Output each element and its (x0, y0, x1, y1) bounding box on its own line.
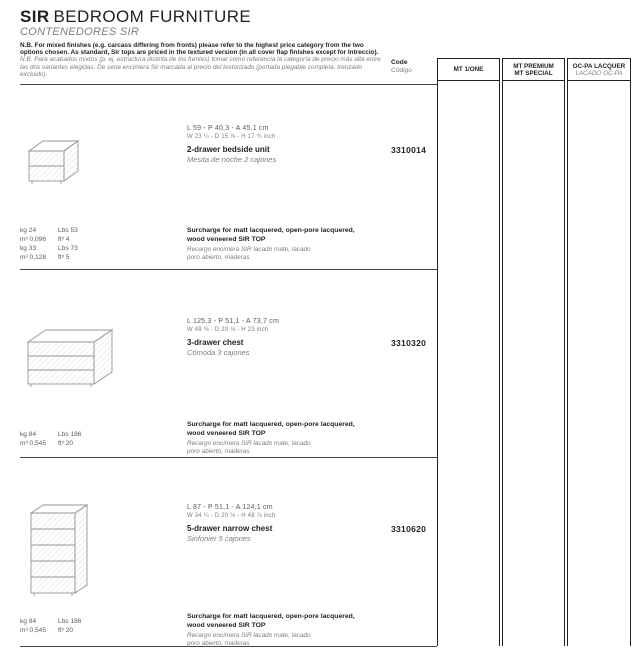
page-title-text: BEDROOM FURNITURE (53, 7, 252, 26)
volume-ft3: ft³ 20 (58, 440, 74, 447)
weight-lbs: Lbs 186 (58, 431, 82, 438)
section-divider (20, 457, 437, 458)
volume-ft3: ft³ 20 (58, 627, 74, 634)
product-dims-inch: W 34 ¼ - D 20 ⅛ - H 48 ⅞ inch (187, 513, 276, 519)
product-code: 3310320 (391, 338, 427, 348)
bedside-unit-drawing (24, 136, 82, 188)
note-en-line: options chosen. As standard, Sir tops are priced in the textured version (in all cover flap finishes except for Intreccio). (20, 49, 379, 57)
product-dims-cm: L 125,3 - P 51,1 - A 73,7 cm (187, 318, 279, 325)
volume-ft3: ft³ 4 (58, 236, 70, 243)
product-name-en: 3-drawer chest (187, 338, 244, 347)
column-header-label: MT SPECIAL (514, 69, 553, 77)
weight-kg: kg 84 (20, 431, 37, 438)
surcharge-text-es: Recargo encimera SIR lacado mate, lacado poro abierto, maderas (187, 440, 311, 456)
surcharge-text-en: Surcharge for matt lacquered, open-pore lacquered, wood veneered SIR TOP (187, 227, 355, 243)
header-divider (20, 84, 437, 85)
surcharge-text-es: Recargo encimera SIR lacado mate, lacado poro abierto, maderas (187, 632, 311, 648)
note-es-line: N.B. Para acabados mixtos (p. ej. estructura distinta de los frentes) tomar como referencia la categoría de precio más alta entre (20, 56, 381, 64)
note-block (20, 42, 390, 78)
weight-kg: kg 24 (20, 227, 37, 234)
code-header-en: Code (391, 59, 408, 66)
surcharge-text-en: Surcharge for matt lacquered, open-pore lacquered, wood veneered SIR TOP (187, 613, 355, 629)
code-column-header (391, 59, 412, 74)
column-header-label: OC-PA LACQUER (572, 62, 626, 70)
section-divider (20, 269, 437, 270)
column-header-label: MT PREMIUM (513, 62, 554, 70)
weight-lbs: Lbs 53 (58, 227, 78, 234)
weight-kg: kg 33 (20, 245, 37, 252)
volume-ft3: ft³ 5 (58, 254, 70, 261)
product-weight-block (20, 226, 78, 262)
column-header-mt-premium (502, 58, 565, 81)
column-header-mt-one (437, 58, 500, 81)
price-cell-column-mt-premium (502, 81, 565, 646)
product-dims-cm: L 87 - P 51,1 - A 124,1 cm (187, 504, 273, 511)
page-title (20, 7, 251, 27)
surcharge-block (187, 421, 367, 456)
product-weight-block (20, 617, 81, 635)
product-dims-inch: W 23 ¼ - D 15 ⅞ - H 17 ¾ inch (187, 134, 276, 140)
page-subtitle: CONTENEDORES SIR (20, 26, 140, 38)
column-header-label: MT 1/ONE (453, 66, 484, 73)
surcharge-block (187, 613, 367, 648)
product-code: 3310014 (391, 145, 427, 155)
product-dims-cm: L 59 - P 40,3 - A 45,1 cm (187, 125, 269, 132)
volume-m3: m³ 0,545 (20, 440, 47, 447)
surcharge-block (187, 227, 367, 262)
product-name-en: 5-drawer narrow chest (187, 524, 273, 533)
weight-lbs: Lbs 73 (58, 245, 78, 252)
volume-m3: m³ 0,096 (20, 236, 47, 243)
surcharge-text-es: Recargo encimera SIR lacado mate, lacado poro abierto, maderas (187, 246, 311, 262)
column-header-ocpa-lacquer (567, 58, 631, 81)
product-name-es: Sinfonier 5 cajones (187, 534, 251, 543)
price-cell-column-ocpa (567, 81, 631, 646)
note-es-line: las dos variantes elegidas. De serie encimera Sir marcada al precio del texturizado (portada plegable completa, trenzado excluido). (20, 63, 363, 78)
three-drawer-chest-drawing (24, 325, 116, 389)
product-name-en: 2-drawer bedside unit (187, 145, 270, 154)
note-en-line: N.B. For mixed finishes (e.g. carcass differing from fronts) please refer to the highest price category from the two (20, 42, 364, 49)
code-header-es: Código (391, 66, 412, 74)
product-name-es: Cómoda 3 cajones (187, 348, 250, 357)
volume-m3: m³ 0,128 (20, 254, 47, 261)
weight-kg: kg 84 (20, 618, 37, 625)
product-dims-inch: W 49 ⅜ - D 20 ⅛ - H 23 inch (187, 327, 269, 333)
price-cell-column-mt-one (437, 81, 500, 646)
five-drawer-chest-drawing (27, 502, 91, 598)
brand-name: SIR (20, 7, 50, 26)
volume-m3: m³ 0,545 (20, 627, 47, 634)
column-header-label: LACADO OC-PA (575, 69, 623, 77)
weight-lbs: Lbs 186 (58, 618, 82, 625)
product-name-es: Mesita de noche 2 cajones (187, 155, 277, 164)
product-weight-block (20, 430, 81, 448)
surcharge-text-en: Surcharge for matt lacquered, open-pore lacquered, wood veneered SIR TOP (187, 421, 355, 437)
product-code: 3310620 (391, 524, 427, 534)
